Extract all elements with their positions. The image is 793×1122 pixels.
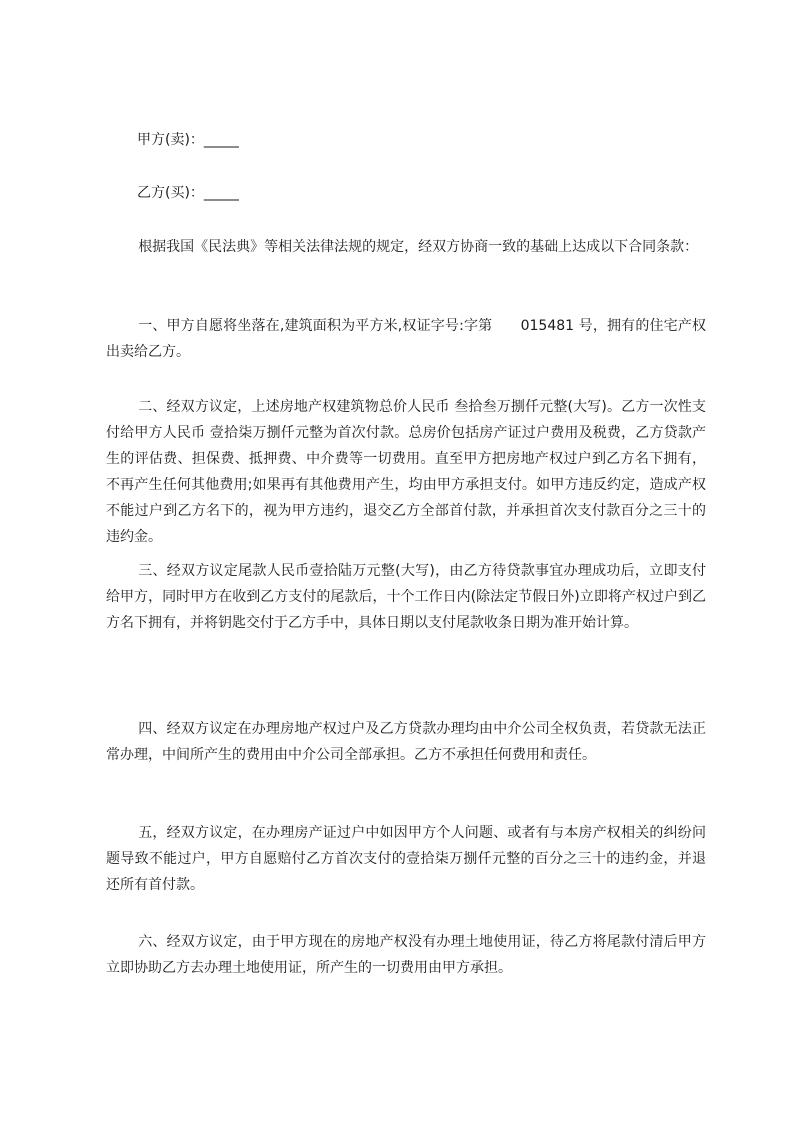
- clause-6: 六、经双方议定，由于甲方现在的房地产权没有办理土地使用证，待乙方将尾款付清后甲方立即协助乙方去办理土地使用证，所产生的一切费用由甲方承担。: [106, 934, 706, 976]
- intro-paragraph: 根据我国《民法典》等相关法律法规的规定，经双方协商一致的基础上达成以下合同条款：: [138, 239, 699, 255]
- buyer-party-line: 乙方(买)：_____: [137, 185, 239, 201]
- clause-1: 一、甲方自愿将坐落在,建筑面积为平方米,权证字号:字第 015481 号，拥有的住宅产权出卖给乙方。: [106, 318, 706, 360]
- clause-2: 二、经双方议定，上述房地产权建筑物总价人民币 叁拾叁万捌仟元整(大写)。乙方一次性支付给甲方人民币 壹拾柒万捌仟元整为首次付款。总房价包括房产证过户费用及税费，乙方贷款产生的评估费、担保费、抵押费、中介费等一切费用。直至甲方把房地产权过户到乙方名下拥有，不再产生任何其他费用;如果再有其他费用产生，均由甲方承担支付。如甲方违反约定，造成产权不能过户到乙方名下的，视为甲方违约，退交乙方全部首付款，并承担首次支付款百分之三十的违约金。: [106, 399, 706, 545]
- clause-5: 五，经双方议定，在办理房产证过户中如因甲方个人问题、或者有与本房产权相关的纠纷问题导致不能过户，甲方自愿赔付乙方首次支付的壹拾柒万捌仟元整的百分之三十的违约金，并退还所有首付款。: [106, 825, 706, 893]
- clause-3: 三、经双方议定尾款人民币壹拾陆万元整(大写)，由乙方待贷款事宜办理成功后，立即支付给甲方，同时甲方在收到乙方支付的尾款后，十个工作日内(除法定节假日外)立即将产权过户到乙方名下拥有，并将钥匙交付于乙方手中，具体日期以支付尾款收条日期为准开始计算。: [106, 563, 706, 631]
- clause-4: 四、经双方议定在办理房地产权过户及乙方贷款办理均由中介公司全权负责，若贷款无法正常办理，中间所产生的费用由中介公司全部承担。乙方不承担任何费用和责任。: [106, 721, 706, 763]
- seller-party-line: 甲方(卖)：_____: [137, 132, 239, 148]
